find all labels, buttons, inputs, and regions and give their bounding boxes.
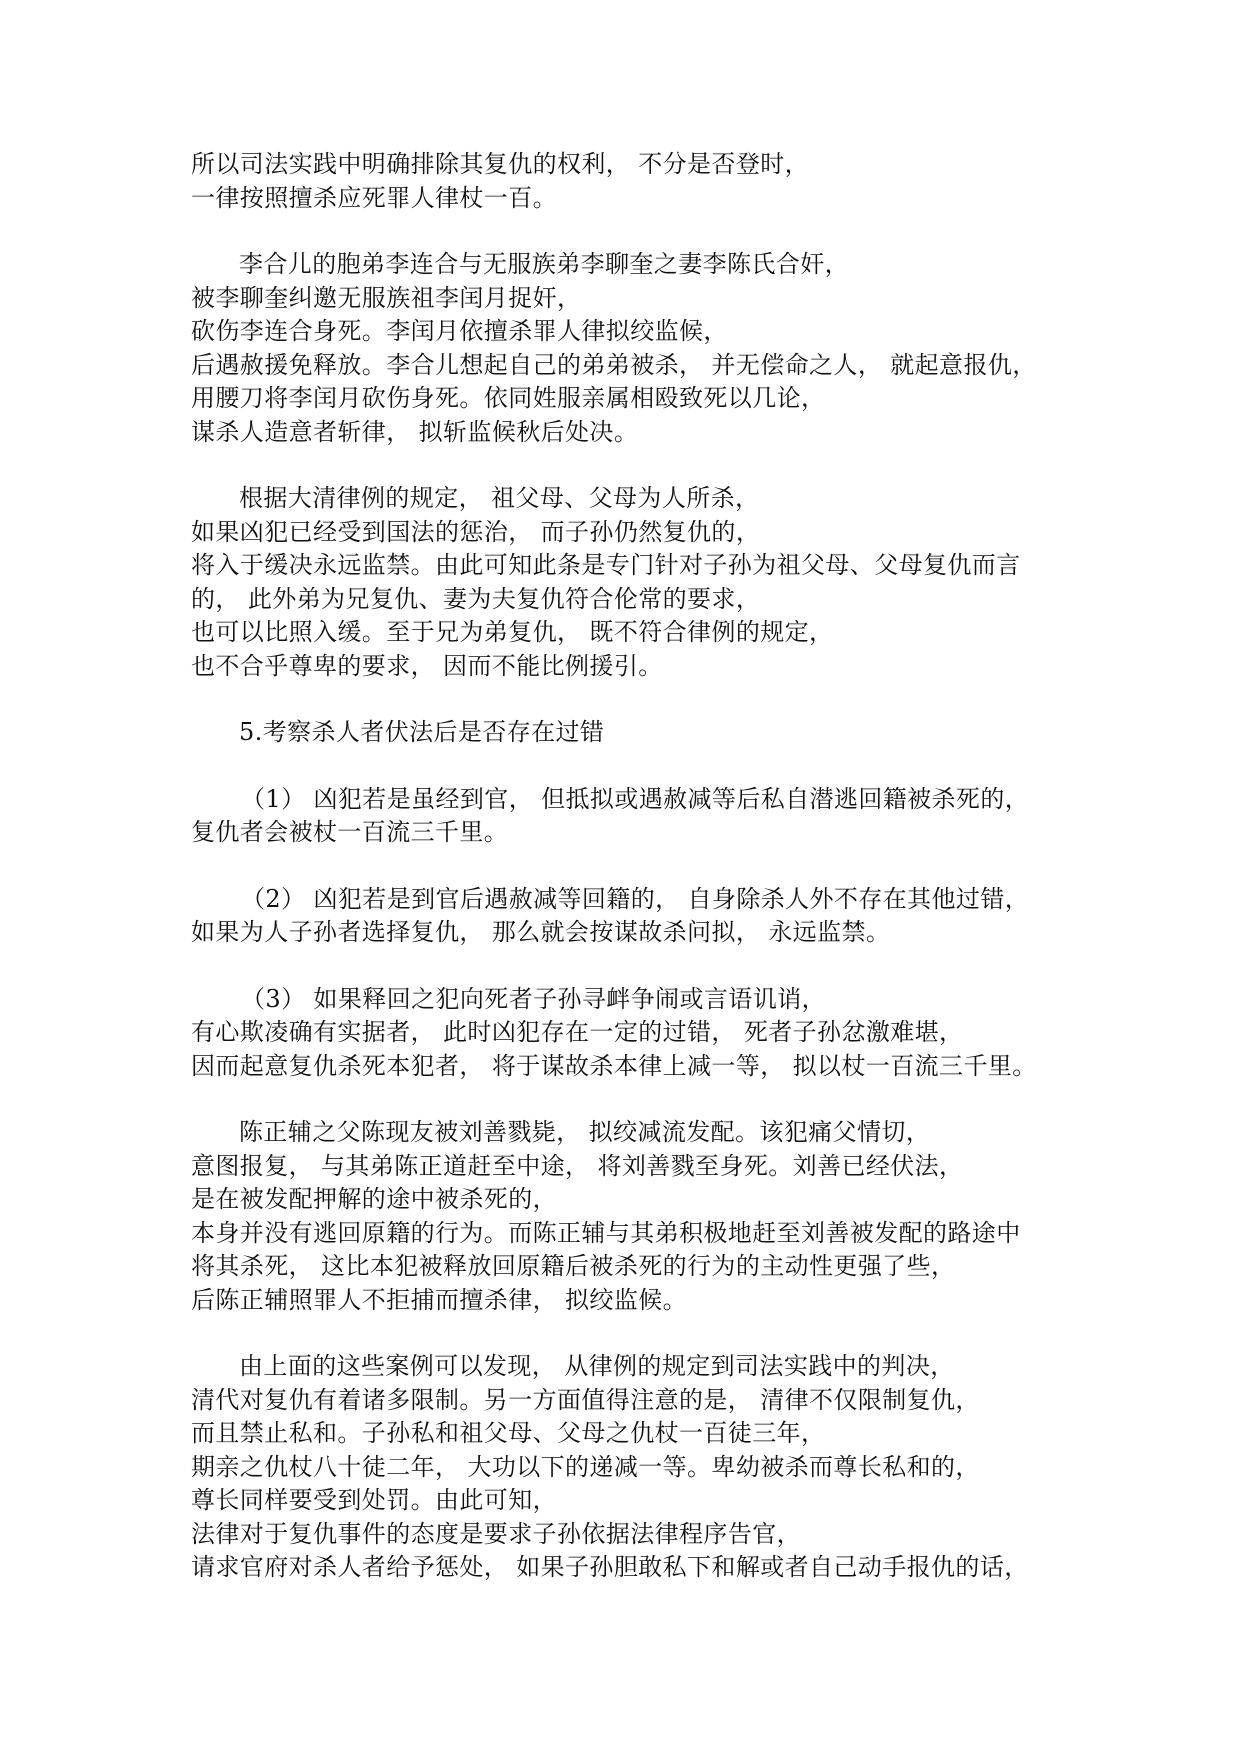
text-line: 复仇者会被杖一百流三千里。 (191, 818, 509, 846)
paragraph-item-1 (191, 783, 1071, 850)
text-line: 因而起意复仇杀死本犯者， 将于谋故杀本律上减一等， 拟以杖一百流三千里。 (191, 1051, 1037, 1080)
heading-text: 5.考察杀人者伏法后是否存在过错 (239, 718, 605, 746)
section-heading (191, 716, 1071, 750)
text-line: 谋杀人造意者斩律， 拟斩监候秋后处决。 (191, 417, 639, 446)
paragraph-2 (191, 248, 1071, 449)
paragraph-1 (191, 148, 1071, 215)
paragraph-3 (191, 482, 1071, 683)
text-line: 所以司法实践中明确排除其复仇的权利， 不分是否登时， (191, 150, 810, 178)
text-line: 根据大清律例的规定， 祖父母、父母为人所杀， (239, 484, 760, 512)
text-line: 法律对于复仇事件的态度是要求子孙依据法律程序告官， (191, 1519, 801, 1548)
text-line: 尊长同样要受到处罚。由此可知， (191, 1486, 557, 1514)
text-line: 是在被发配押解的途中被杀死的， (191, 1185, 557, 1213)
paragraph-item-2 (191, 883, 1071, 950)
text-line: （1） 凶犯若是虽经到官， 但抵拟或遇赦减等后私自潜逃回籍被杀死的， (241, 784, 1030, 813)
text-line: 将入于缓决永远监禁。由此可知此条是专门针对子孙为祖父母、父母复仇而言 (191, 551, 1021, 579)
text-line: 而且禁止私和。子孙私和祖父母、父母之仇杖一百徒三年， (191, 1419, 826, 1447)
text-line: 的， 此外弟为兄复仇、妻为夫复仇符合伦常的要求， (191, 584, 761, 613)
text-line: （2） 凶犯若是到官后遇赦减等回籍的， 自身除杀人外不存在其他过错， (241, 884, 1030, 913)
paragraph-item-3 (191, 983, 1071, 1084)
text-line: 陈正辅之父陈现友被刘善戮毙， 拟绞减流发配。该犯痛父情切， (239, 1118, 931, 1146)
text-line: 用腰刀将李闰月砍伤身死。依同姓服亲属相殴致死以几论， (191, 384, 826, 412)
text-line: 请求官府对杀人者给予惩处， 如果子孙胆敢私下和解或者自己动手报仇的话， (191, 1553, 1029, 1581)
text-line: 由上面的这些案例可以发现， 从律例的规定到司法实践中的判决， (239, 1352, 955, 1380)
text-line: 李合儿的胞弟李连合与无服族弟李聊奎之妻李陈氏合奸， (239, 250, 849, 278)
paragraph-4 (191, 1116, 1071, 1317)
paragraph-5 (191, 1350, 1071, 1585)
text-line: 有心欺凌确有实据者， 此时凶犯存在一定的过错， 死者子孙忿激难堪， (191, 1018, 964, 1046)
text-line: 也可以比照入缓。至于兄为弟复仇， 既不符合律例的规定， (191, 618, 834, 646)
text-line: 后陈正辅照罪人不拒捕而擅杀律， 拟绞监候。 (191, 1285, 688, 1314)
text-line: 本身并没有逃回原籍的行为。而陈正辅与其弟积极地赶至刘善被发配的路途中 (191, 1218, 1021, 1247)
document-body (191, 148, 1071, 1618)
text-line: 如果为人子孙者选择复仇， 那么就会按谋故杀问拟， 永远监禁。 (191, 918, 891, 946)
text-line: 也不合乎尊卑的要求， 因而不能比例援引。 (191, 651, 663, 680)
text-line: 意图报复， 与其弟陈正道赶至中途， 将刘善戮至身死。刘善已经伏法， (191, 1151, 964, 1180)
text-line: 被李聊奎纠邀无服族祖李闰月捉奸， (191, 283, 582, 312)
text-line: （3） 如果释回之犯向死者子孙寻衅争闹或言语讥诮， (241, 984, 826, 1013)
text-line: 期亲之仇杖八十徒二年， 大功以下的递减一等。卑幼被杀而尊长私和的， (191, 1452, 980, 1481)
text-line: 砍伤李连合身死。李闰月依擅杀罪人律拟绞监候， (191, 317, 728, 345)
text-line: 清代对复仇有着诸多限制。另一方面值得注意的是， 清律不仅限制复仇， (191, 1385, 980, 1414)
text-line: 一律按照擅杀应死罪人律杖一百。 (191, 183, 557, 212)
text-line: 后遇赦援免释放。李合儿想起自己的弟弟被杀， 并无偿命之人， 就起意报仇， (191, 350, 1037, 379)
text-line: 如果凶犯已经受到国法的惩治， 而子孙仍然复仇的， (191, 517, 761, 546)
text-line: 将其杀死， 这比本犯被释放回原籍后被杀死的行为的主动性更强了些， (191, 1252, 956, 1280)
